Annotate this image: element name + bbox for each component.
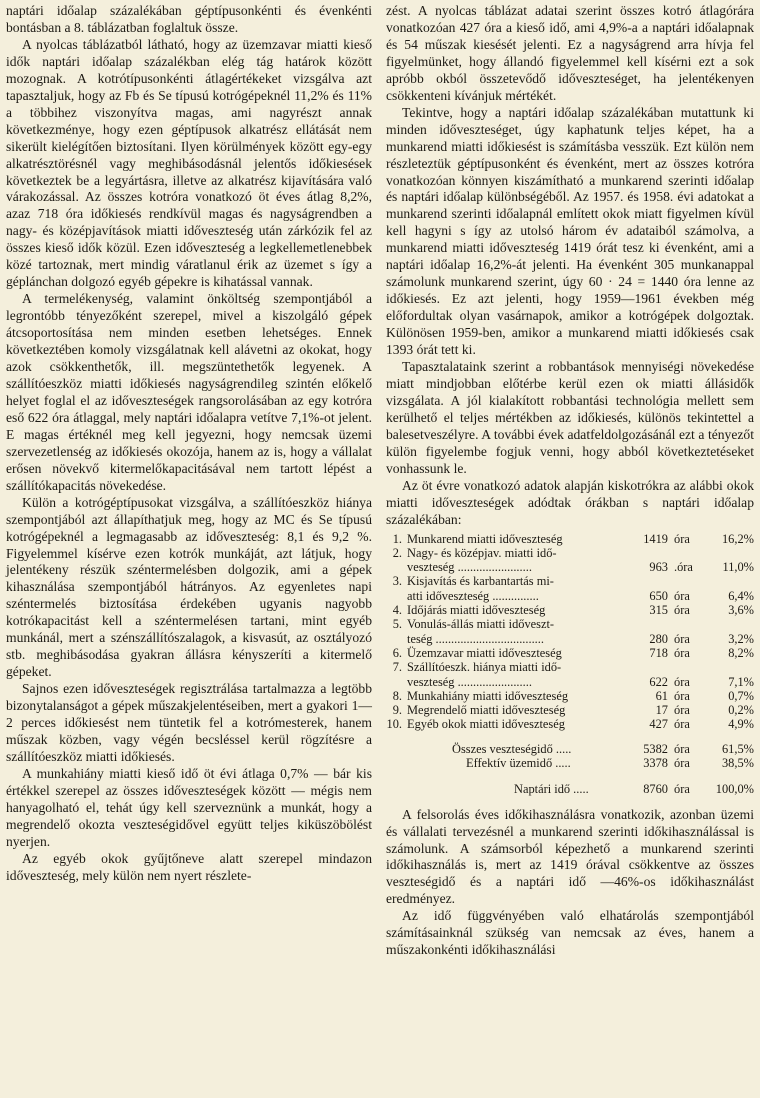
row-number: 4. <box>392 603 402 618</box>
row-percent: 4,9% <box>728 717 754 732</box>
sum-row <box>386 756 754 770</box>
table-row <box>386 617 754 631</box>
paragraph: Az öt évre vonatkozó adatok alapján kiskotrókra az alábbi okok miatti időveszteségek adódtak órákban s naptári időalap százalékában: <box>386 477 754 527</box>
row-value: 280 <box>649 631 668 646</box>
sum-value: 5382 <box>643 741 668 756</box>
row-unit: óra <box>674 631 690 646</box>
paragraph: A nyolcas táblázatból látható, hogy az üzemzavar miatti kieső idők naptári időalap százalékban elég tág határok között mozognak. A kotrótípusonkénti átlagértékeket vizsgálva azt tapasztaljuk, hogy az Fb és Se típusú kotrógépeknél 11,2% és 11% a többihez viszonyítva magas, ami nagyrészt annak következménye, hogy ezen géptípusok alkatrész ellátását nem sikerült kielégítően biztosítani. Ilyen körülmények között egy-egy alkatrésztörésnél vagy meghibásodásnál jelentős időkiesések következtek be a legyártásra, illetve az alkatrész kijavítására való várakozással. Az összes kotróra vonatkozó öt éves átlag 8,2%, azaz 718 óra időkiesés rendkívül magas és nagyságrendben a nagy- és középjavítások miatti időveszteség után zárkózik fel az összes kieső idők közül. Ezen időveszteség a legkellemetlenebbek közé tartoznak, mert mindig váratlanul érik az üzemet s így a géplánchan dolgozó egyéb gépekre is kihatással vannak. <box>6 36 372 290</box>
after-table-text <box>386 807 754 960</box>
row-unit: .óra <box>674 560 693 575</box>
row-label: Munkarend miatti időveszteség <box>407 531 563 546</box>
row-value: 1419 <box>643 531 668 546</box>
row-number: 7. <box>392 660 402 675</box>
sum-label: Effektív üzemidő ..... <box>466 756 571 770</box>
paragraph: A munkahiány miatti kieső idő öt évi átlaga 0,7% — bár kis értékkel szerepel az összes időveszteségek között — mégis nem hanyagolható el, tehát úgy kell szerveznünk a munkát, hogy a megrendelő okozta veszteségidővel együtt teljes kiküszöbölést nyerjen. <box>6 765 372 849</box>
row-percent: 3,6% <box>728 603 754 618</box>
table-row <box>386 546 754 560</box>
total-percent: 100,0% <box>715 782 754 797</box>
sum-value: 3378 <box>643 756 668 770</box>
paragraph: Külön a kotrógéptípusokat vizsgálva, a szállítóeszköz hiánya szempontjából azt állapíthatjuk meg, hogy az MC és Se típusú kotrógépeknél a legmagasabb az időveszteség: 8,1 és 9,2 %. Figyelemmel kísérve ezen kotrók munkáját, azt látjuk, hogy jelentékeny részük széntermelésben dolgozik, ami a gépek kihasználása szempontjából hátrányos. Az egyenletes napi széntermelés biztosítása érdekében ugyanis nagyobb kotrókapacitást kell a széntermelésen tartani, mint egyéb munkánál, mert a szénszállítószalagok, a kisvasút, az osztályozó stb. meghibásodása gyakran állásra kényszeríti a kitermelő gépeket. <box>6 494 372 680</box>
table-row <box>386 589 754 603</box>
row-label: veszteség ........................ <box>407 674 532 689</box>
row-number: 9. <box>392 703 402 718</box>
row-value: 427 <box>649 717 668 732</box>
sum-percent: 61,5% <box>721 741 754 756</box>
row-label: Üzemzavar miatti időveszteség <box>407 645 562 660</box>
table-row <box>386 603 754 617</box>
right-column <box>386 3 754 959</box>
row-label: Vonulás-állás miatti időveszt- <box>407 617 555 632</box>
row-percent: 11,0% <box>722 560 754 575</box>
paragraph: A termelékenység, valamint önköltség szempontjából a legrontóbb tényezőként szerepel, mivel a kiszolgáló gépek átcsoportosítása nem minden esetben lehetséges. Ennek következtében komoly vizsgálatnak kell alávetni az okokat, hogy azok csökkenthetők, ill. megszüntethetők legyenek. A szállítóeszköz miatti időkiesés nagyságrendileg szintén előkelő helyet foglal el az időveszteségek rangsorolásában az egy kotróra eső 622 óra átlaggal, mely naptári időalapra vetítve 7,1%-ot jelent. E magas értéknél meg kell jegyezni, hogy nemcsak üzemi szervezetlenség az időkiesés okozója, hanem az is, hogy a vállalat erősen növekvő kitermelőkapacitásával nem tartott lépést a szállítókapacitás növekedése. <box>6 291 372 493</box>
table-row <box>386 717 754 731</box>
sum-unit: óra <box>674 741 690 756</box>
paragraph: Az egyéb okok gyűjtőneve alatt szerepel mindazon időveszteség, mely külön nem nyert részlete- <box>6 850 372 883</box>
row-value: 963 <box>649 560 668 575</box>
row-percent: 8,2% <box>728 645 754 660</box>
row-value: 17 <box>655 703 668 718</box>
row-number: 1. <box>392 531 402 546</box>
row-label: Egyéb okok miatti időveszteség <box>407 717 565 732</box>
sum-label: Összes veszteségidő ..... <box>452 741 572 756</box>
row-number: 3. <box>392 574 402 589</box>
row-percent: 0,2% <box>728 703 754 718</box>
row-label: Munkahiány miatti időveszteség <box>407 688 569 703</box>
row-unit: óra <box>674 645 690 660</box>
sum-unit: óra <box>674 756 690 770</box>
paragraph: Tekintve, hogy a naptári időalap százalékában mutattunk ki minden időveszteséget, úgy kaphatunk teljes képet, ha a munkarend miatti időkiesést is számításba vesszük. Ezt külön nem részleteztük géptípusonként és évenként, mert az összes kotróra vonatkozóan könnyen kiszámítható a munkarend szerinti időalap és naptári időalap különbségéből. Az 1957. és 1958. évi adatokat a munkarend szerinti időalapnál említett okok miatt figyelmen kívül kell hagyni s így az utolsó három év adataiból számolva, a munkarend miatti időveszteség 1419 órát tesz ki évenként, ami a naptári időalap 16,2%-át jelenti. Ha évenként 305 munkanappal számolunk munkarend szerint, úgy 60 · 24 = 1440 óra lenne az időkiesés. Ez azt jelenti, hogy 1959—1961 években még előfordultak olyan vasárnapok, amikor a kotrógépek dolgoztak. Különösen 1959-ben, amikor a munkarend miatti időkiesés csak 1393 órát tett ki. <box>386 104 754 358</box>
row-label: teség ................................... <box>407 631 544 646</box>
row-unit: óra <box>674 703 690 718</box>
row-value: 650 <box>649 588 668 603</box>
total-label: Naptári idő ..... <box>514 782 589 797</box>
row-label: Kisjavítás és karbantartás mi- <box>407 574 554 589</box>
row-unit: óra <box>674 674 690 689</box>
row-unit: óra <box>674 688 690 703</box>
paragraph: naptári időalap százalékában géptípusonkénti és évenkénti bontásban a 8. táblázatban foglaltuk össze. <box>6 3 372 35</box>
total-unit: óra <box>674 782 690 797</box>
sum-percent: 38,5% <box>721 756 754 770</box>
row-value: 718 <box>649 645 668 660</box>
table-row <box>386 532 754 546</box>
paragraph: zést. A nyolcas táblázat adatai szerint összes kotró átlagórára vonatkozóan 427 óra a kieső idő, ami 4,9%-a a naptári időalapnak és 54 műszak kiesését jelenti. Ez a nagyságrend arra hívja fel figyelmünket, hogy állandó figyelemmel kell kísérni ezt a sok apróbb okból összetevődő időveszteséget, ha jelentékenyen csökkenteni kívánjuk mértékét. <box>386 3 754 103</box>
paragraph: Tapasztalataink szerint a robbantások mennyiségi növekedése miatt mindjobban előtérbe kerül ezen ok miatti állásidők vizsgálata. A jól kialakított robbantási technológia mellett sem kerülhető el teljes mértékben az időkiesés, különös tekintettel a balesetveszélyre. A további évek adatfeldolgozásánál ezt a tényezőt külön figyelembe fogjuk venni, hogy abból következtetéseket vonhassunk le. <box>386 359 754 476</box>
row-unit: óra <box>674 531 690 546</box>
table-row <box>386 660 754 674</box>
row-unit: óra <box>674 588 690 603</box>
table-row <box>386 574 754 588</box>
total-value: 8760 <box>643 782 668 797</box>
row-value: 315 <box>649 603 668 618</box>
table-row <box>386 560 754 574</box>
row-percent: 16,2% <box>721 531 754 546</box>
row-percent: 3,2% <box>728 631 754 646</box>
total-row <box>386 782 754 796</box>
row-value: 622 <box>649 674 668 689</box>
row-percent: 7,1% <box>728 674 754 689</box>
paragraph: Sajnos ezen időveszteségek regisztrálása tartalmazza a legtöbb bizonytalanságot a gépek műszakjelentéseiben, mert a gyakori 1—2 perces időkiesést nem tüntetik fel a kotrómesterek, hanem műszak közben, vagy végén becsléssel kerül rögzítésre a szállítóeszköz miatti időkiesés. <box>6 681 372 764</box>
table-row <box>386 675 754 689</box>
row-number: 2. <box>392 545 402 560</box>
row-number: 5. <box>392 617 402 632</box>
row-unit: óra <box>674 717 690 732</box>
sum-row <box>386 742 754 756</box>
row-unit: óra <box>674 603 690 618</box>
row-number: 8. <box>392 688 402 703</box>
row-value: 61 <box>655 688 668 703</box>
row-label: Nagy- és középjav. miatti idő- <box>407 545 557 560</box>
row-label: Megrendelő miatti időveszteség <box>407 703 566 718</box>
table-row <box>386 632 754 646</box>
time-loss-table <box>386 532 754 797</box>
row-label: Időjárás miatti időveszteség <box>407 603 546 618</box>
paragraph: A felsorolás éves időkihasználásra vonatkozik, azonban üzemi és vállalati tervezésnél a munkarend szerinti időkihasználással is számolunk. A számsorból képezhető a munkarend szerinti időkihasználás is, mert az 1419 órával csökkentve az összes veszteségidő és a naptári idő —46%-os időkihasználást eredményez. <box>386 806 754 907</box>
row-number: 10. <box>386 717 402 732</box>
row-percent: 6,4% <box>728 588 754 603</box>
row-label: veszteség ........................ <box>407 560 532 575</box>
row-label: atti időveszteség ............... <box>407 588 539 603</box>
left-column <box>6 3 372 885</box>
table-row <box>386 646 754 660</box>
paragraph: Az idő függvényében való elhatárolás szempontjából számításainknál szükség van nemcsak az éves, hanem a műszakonkénti időkihasználási <box>386 908 754 958</box>
table-row <box>386 689 754 703</box>
table-row <box>386 703 754 717</box>
row-percent: 0,7% <box>728 688 754 703</box>
row-number: 6. <box>392 645 402 660</box>
row-label: Szállítóeszk. hiánya miatti idő- <box>407 660 562 675</box>
